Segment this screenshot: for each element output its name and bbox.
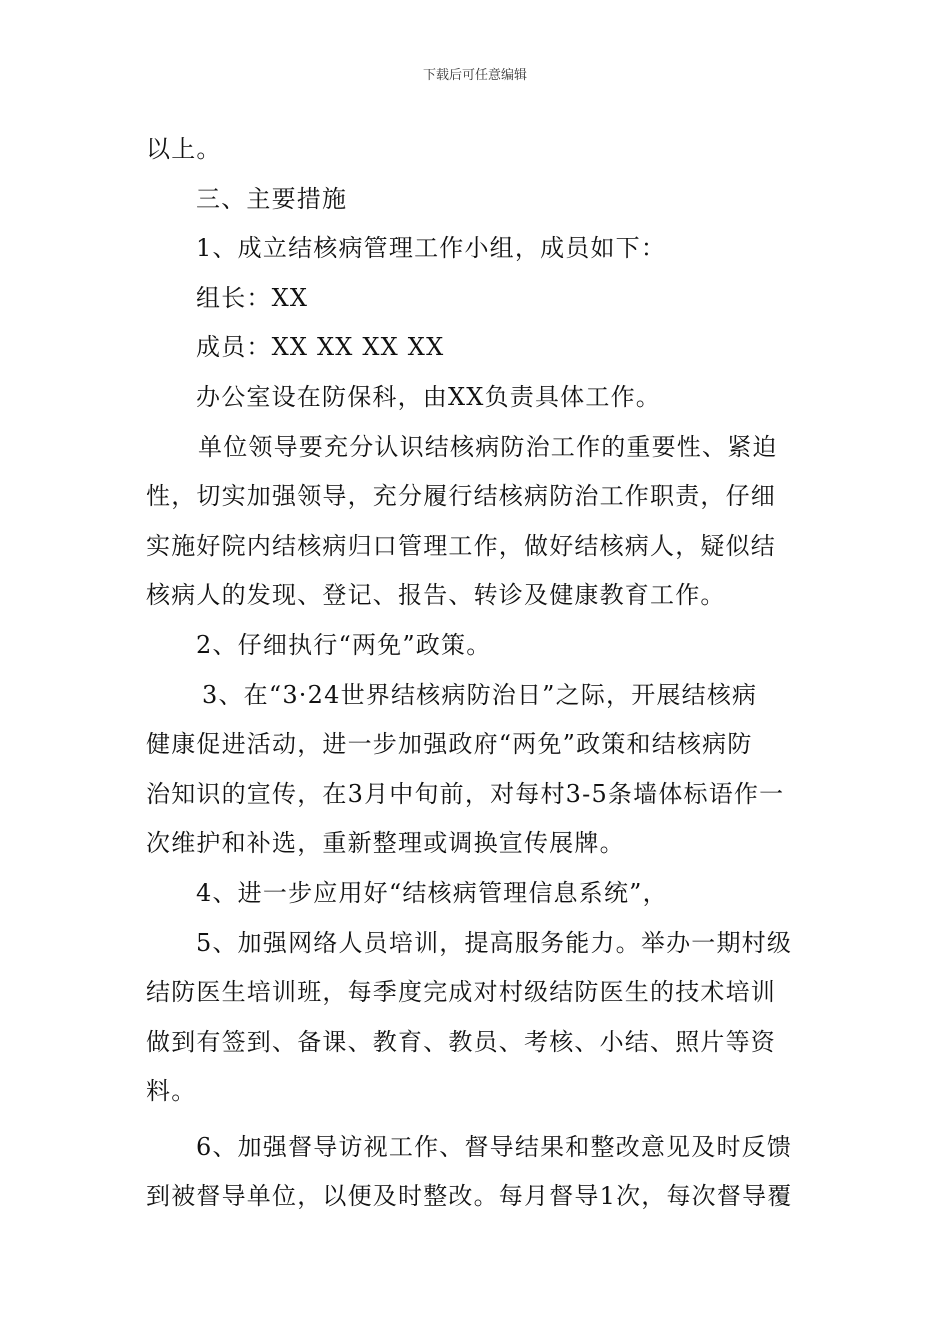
paragraph-line: 成员：XX XX XX XX (196, 333, 445, 362)
paragraph-line: 单位领导要充分认识结核病防治工作的重要性、紧迫 (198, 432, 778, 461)
paragraph-line: 到被督导单位，以便及时整改。每月督导1次，每次督导覆 (146, 1182, 793, 1211)
paragraph-line: 组长：XX (196, 283, 309, 312)
paragraph-line: 结防医生培训班，每季度完成对村级结防医生的技术培训 (146, 978, 776, 1007)
paragraph-line: 实施好院内结核病归口管理工作，做好结核病人，疑似结 (146, 531, 776, 560)
list-item: 5、加强网络人员培训，提高服务能力。举办一期村级 (196, 928, 793, 957)
paragraph-line: 健康促进活动，进一步加强政府“两免”政策和结核病防 (146, 730, 753, 759)
list-item: 2、仔细执行“两免”政策。 (196, 630, 492, 659)
paragraph-line: 办公室设在防保科，由XX负责具体工作。 (196, 382, 661, 411)
list-item: 6、加强督导访视工作、督导结果和整改意见及时反馈 (196, 1132, 793, 1161)
paragraph-line: 治知识的宣传，在3月中旬前，对每村3-5条墙体标语作一 (146, 779, 785, 808)
document-body (146, 125, 810, 1222)
section-heading: 三、主要措施 (196, 184, 348, 213)
page-header: 下载后可任意编辑 (422, 68, 527, 83)
paragraph-line: 以上。 (146, 135, 222, 163)
list-item: 3、在“3·24世界结核病防治日”之际，开展结核病 (202, 680, 758, 709)
paragraph-line: 次维护和补选，重新整理或调换宣传展牌。 (146, 829, 625, 858)
list-item: 1、成立结核病管理工作小组，成员如下： (196, 234, 667, 263)
paragraph-line: 性，切实加强领导，充分履行结核病防治工作职责，仔细 (146, 482, 776, 511)
paragraph-line: 做到有签到、备课、教育、教员、考核、小结、照片等资 (146, 1027, 776, 1056)
paragraph-line: 料。 (146, 1077, 197, 1106)
paragraph-line: 核病人的发现、登记、报告、转诊及健康教育工作。 (146, 581, 726, 610)
list-item: 4、进一步应用好“结核病管理信息系统”， (196, 878, 668, 907)
